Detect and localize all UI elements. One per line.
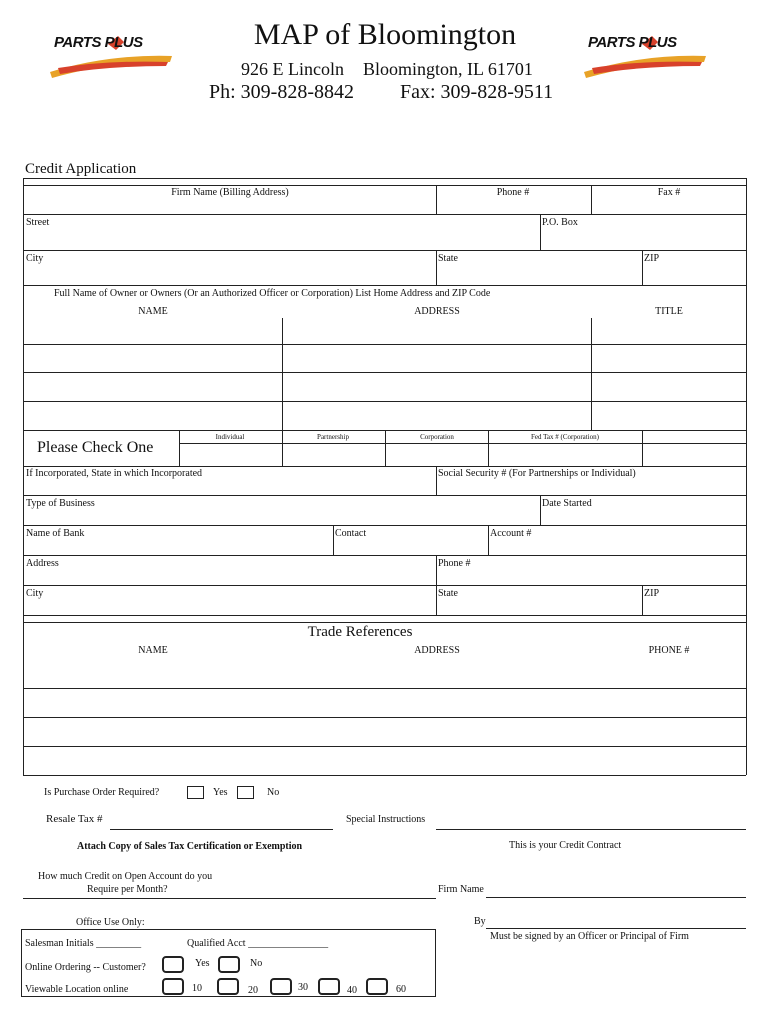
- bank-phone-label: Phone #: [438, 558, 471, 569]
- firm-name-sign-label: Firm Name: [438, 884, 484, 895]
- attach-copy-note: Attach Copy of Sales Tax Certification or Exemption: [77, 841, 303, 852]
- corporation-option: Corporation: [420, 433, 454, 441]
- po-yes-checkbox[interactable]: [187, 786, 204, 799]
- viewable-40-label: 40: [347, 985, 357, 996]
- partnership-option: Partnership: [317, 433, 349, 441]
- please-check-label: Please Check One: [37, 439, 154, 456]
- owner-name-header: NAME: [138, 306, 168, 317]
- viewable-60-checkbox[interactable]: [366, 978, 388, 995]
- special-instructions-line[interactable]: [436, 829, 746, 830]
- fed-tax-label: Fed Tax # (Corporation): [530, 433, 600, 441]
- bank-city-label: City: [26, 588, 44, 599]
- online-no-checkbox[interactable]: [218, 956, 240, 973]
- parts-plus-logo-right: [582, 32, 708, 84]
- special-instructions-label: Special Instructions: [346, 814, 426, 825]
- viewable-10-label: 10: [192, 983, 202, 994]
- po-no-label: No: [267, 787, 280, 798]
- fax-label: Fax #: [657, 187, 681, 198]
- individual-option: Individual: [215, 433, 245, 441]
- qualified-acct: Qualified Acct ________________: [187, 938, 329, 949]
- parts-plus-logo-left: [48, 32, 174, 84]
- bank-zip-label: ZIP: [644, 588, 659, 599]
- credit-question-line2: Require per Month?: [87, 884, 168, 895]
- viewable-20-checkbox[interactable]: [217, 978, 239, 995]
- viewable-40-checkbox[interactable]: [318, 978, 340, 995]
- po-required-label: Is Purchase Order Required?: [44, 787, 160, 798]
- store-city: Bloomington, IL 61701: [363, 59, 533, 79]
- logo-text: PARTS PLUS: [588, 34, 677, 51]
- by-label: By: [474, 916, 486, 927]
- zip-label: ZIP: [644, 253, 659, 264]
- trade-address-header: ADDRESS: [414, 645, 460, 656]
- store-phone: Ph: 309-828-8842: [209, 81, 354, 103]
- resale-tax-label: Resale Tax #: [46, 813, 103, 825]
- firm-name-line[interactable]: [486, 897, 746, 898]
- po-yes-label: Yes: [213, 787, 228, 798]
- bank-address-label: Address: [26, 558, 59, 569]
- credit-amount-line[interactable]: [23, 898, 436, 899]
- online-yes-label: Yes: [195, 958, 210, 969]
- viewable-location-label: Viewable Location online: [25, 984, 129, 995]
- incorporated-state-label: If Incorporated, State in which Incorporated: [26, 468, 203, 479]
- store-street: 926 E Lincoln: [241, 59, 344, 79]
- trade-references-title: Trade References: [307, 624, 413, 640]
- date-started-label: Date Started: [542, 498, 592, 509]
- store-fax: Fax: 309-828-9511: [400, 81, 554, 103]
- trade-phone-header: PHONE #: [648, 645, 690, 656]
- salesman-initials: Salesman Initials _________: [25, 938, 142, 949]
- trade-name-header: NAME: [138, 645, 168, 656]
- business-type-label: Type of Business: [26, 498, 95, 509]
- viewable-30-checkbox[interactable]: [270, 978, 292, 995]
- office-use-label: Office Use Only:: [76, 917, 145, 928]
- viewable-30-label: 30: [298, 982, 308, 993]
- state-label: State: [438, 253, 458, 264]
- owners-note: Full Name of Owner or Owners (Or an Authorized Officer or Corporation) List Home Address and ZIP Code: [54, 288, 491, 299]
- po-no-checkbox[interactable]: [237, 786, 254, 799]
- bank-contact-label: Contact: [335, 528, 367, 539]
- bank-state-label: State: [438, 588, 458, 599]
- viewable-20-label: 20: [248, 985, 258, 996]
- resale-tax-line[interactable]: [110, 829, 333, 830]
- city-label: City: [26, 253, 44, 264]
- firm-name-label: Firm Name (Billing Address): [171, 187, 289, 198]
- street-label: Street: [26, 217, 50, 228]
- online-yes-checkbox[interactable]: [162, 956, 184, 973]
- page-title: MAP of Bloomington: [253, 18, 517, 51]
- bank-name-label: Name of Bank: [26, 528, 85, 539]
- owner-title-header: TITLE: [655, 306, 683, 317]
- ssn-label: Social Security # (For Partnerships or Individual): [438, 468, 636, 479]
- credit-question-line1: How much Credit on Open Account do you: [38, 871, 213, 882]
- bank-account-label: Account #: [490, 528, 532, 539]
- signature-line[interactable]: [486, 928, 746, 929]
- viewable-10-checkbox[interactable]: [162, 978, 184, 995]
- logo-text: PARTS PLUS: [54, 34, 143, 51]
- credit-contract-note: This is your Credit Contract: [509, 840, 622, 851]
- online-no-label: No: [250, 958, 263, 969]
- owner-address-header: ADDRESS: [414, 306, 460, 317]
- signed-note: Must be signed by an Officer or Principal of Firm: [490, 931, 689, 942]
- viewable-60-label: 60: [396, 984, 406, 995]
- online-ordering-label: Online Ordering -- Customer?: [25, 962, 146, 973]
- phone-label: Phone #: [496, 187, 530, 198]
- po-box-label: P.O. Box: [542, 217, 578, 228]
- form-title: Credit Application: [25, 161, 137, 177]
